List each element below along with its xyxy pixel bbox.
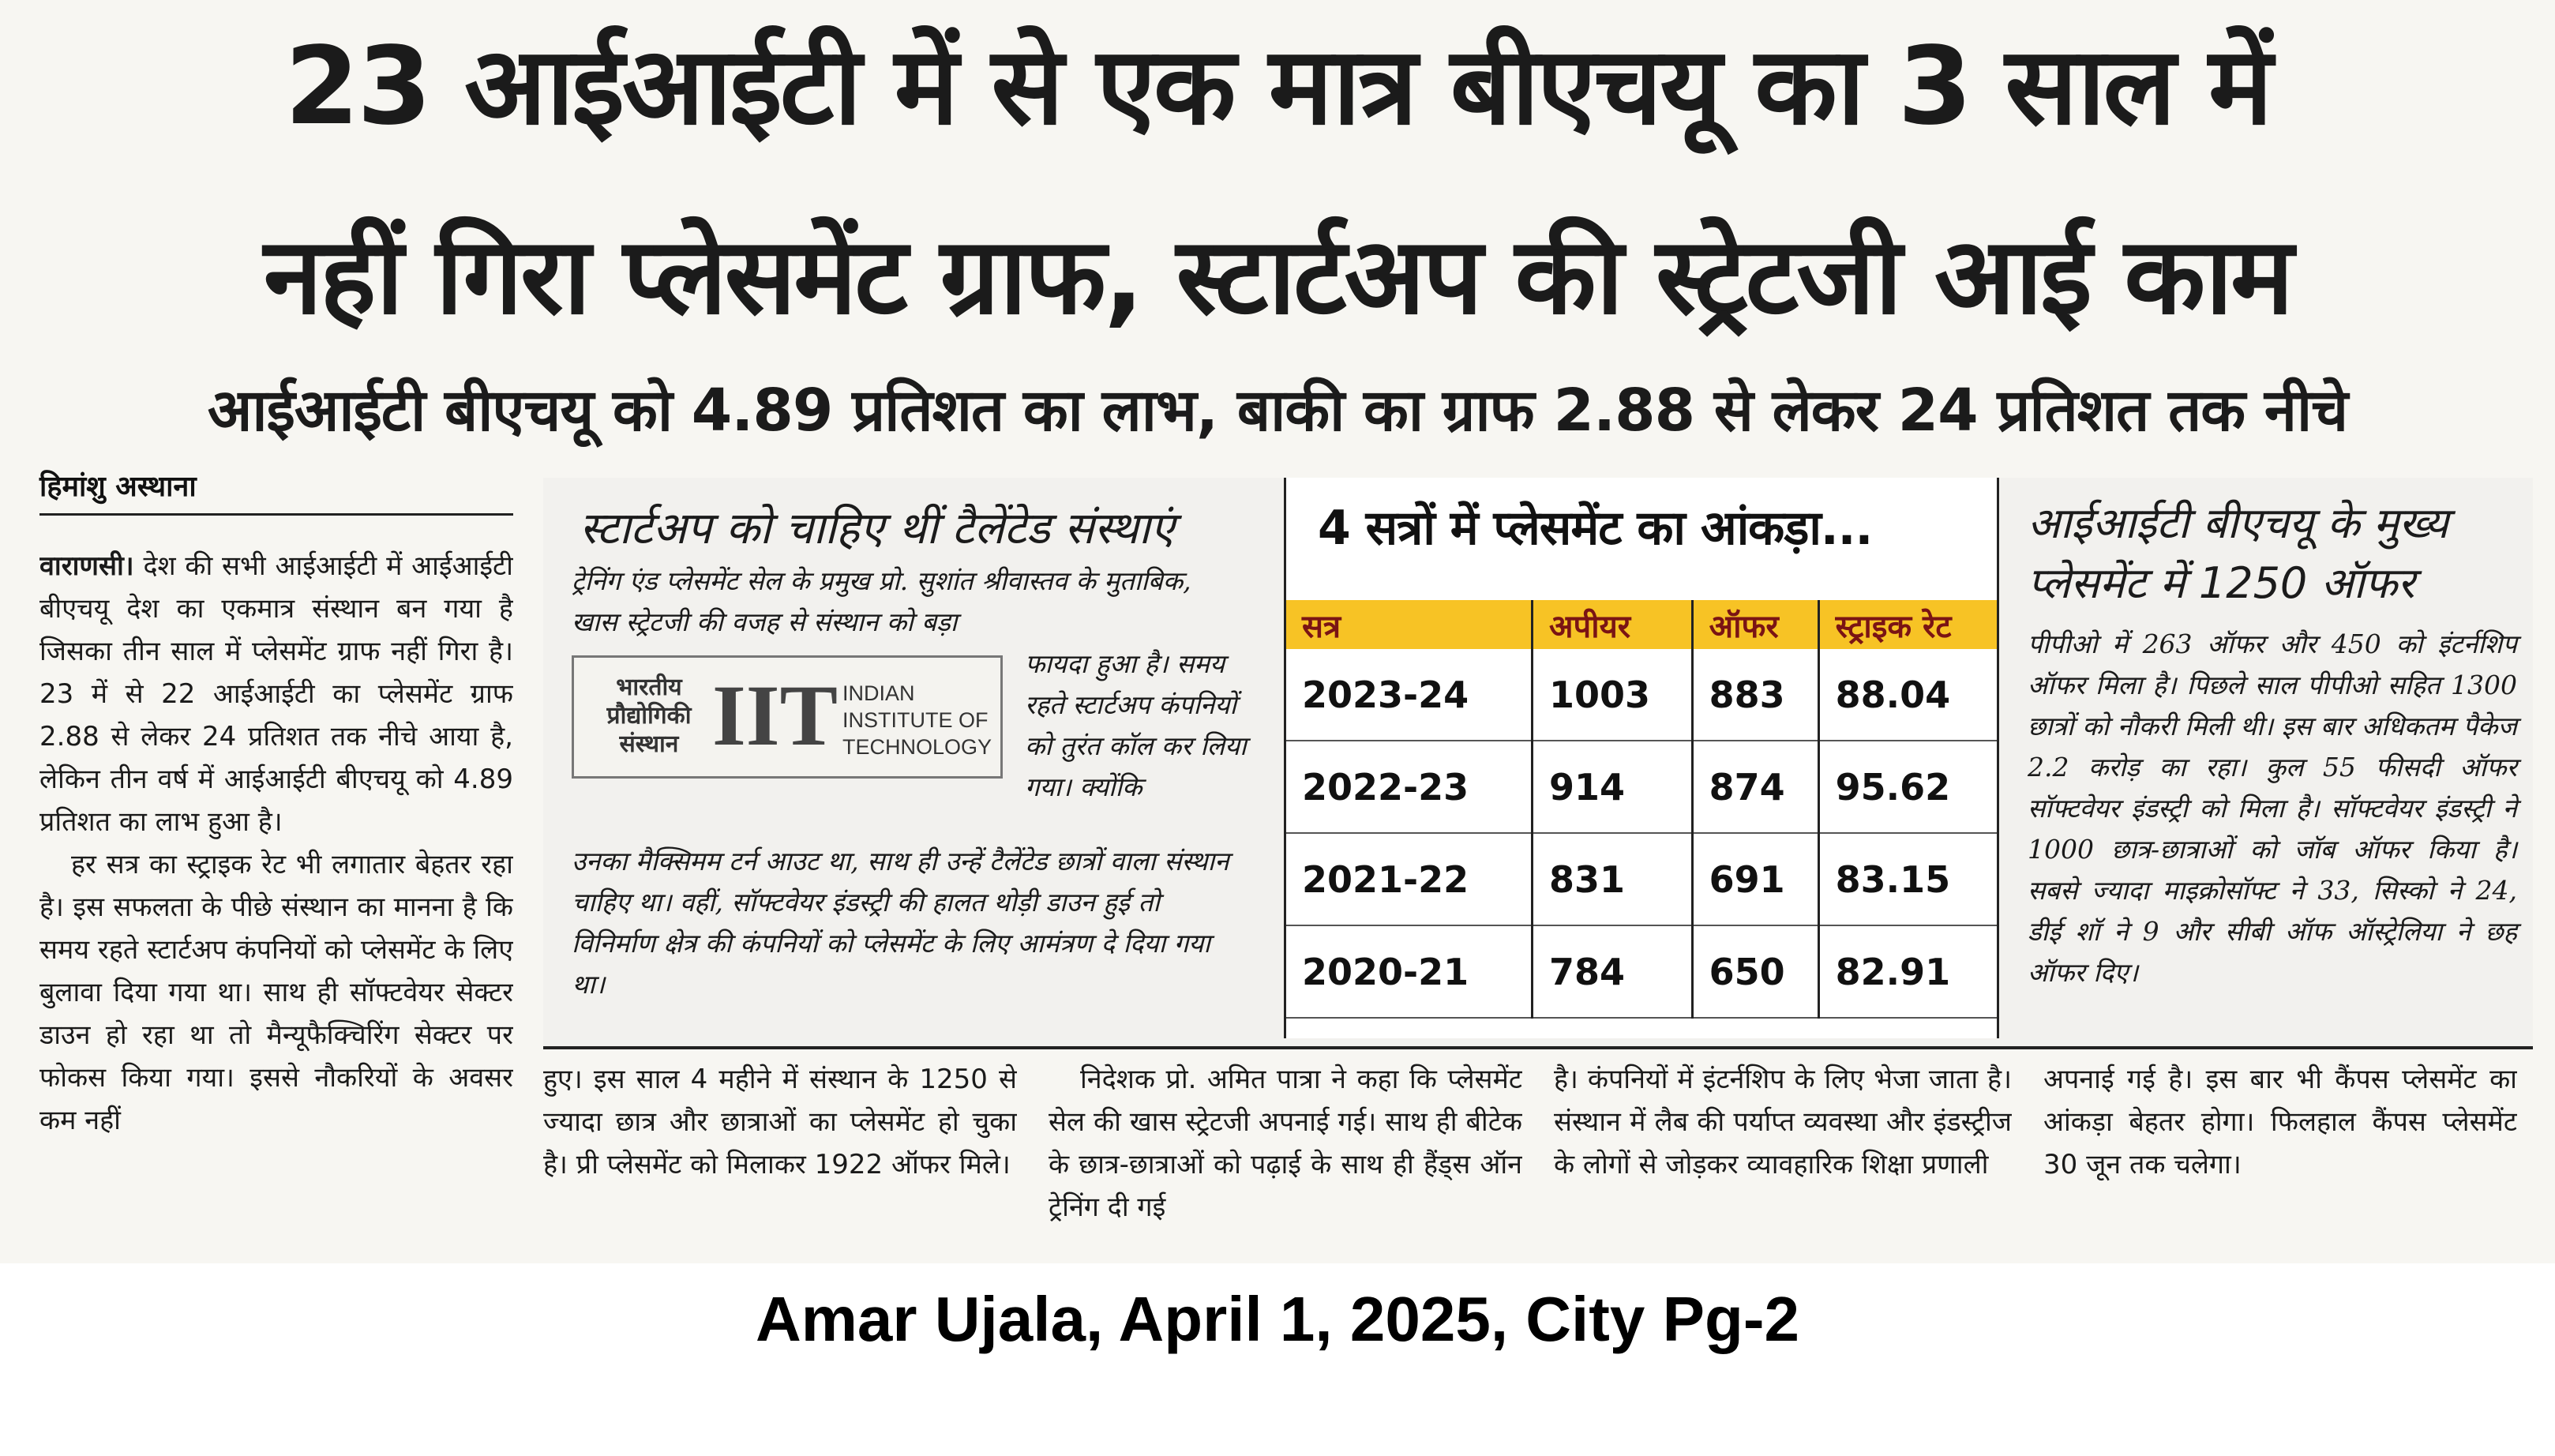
- table-cell: 831: [1532, 833, 1692, 925]
- info-panel: [543, 478, 2533, 1049]
- bottom-column-3: है। कंपनियों में इंटर्नशिप के लिए भेजा जाता है। संस्थान में लैब की पर्याप्त व्यवस्था और इंडस्ट्रीज के लोगों से जोड़कर व्यावहारिक शिक्षा प्रणाली: [1554, 1064, 2012, 1180]
- table-cell: 914: [1532, 741, 1692, 833]
- startup-box-text-side: फायदा हुआ है। समय रहते स्टार्टअप कंपनियों को तुरंत कॉल कर लिया गया। क्योंकि: [1025, 648, 1247, 802]
- table-cell: 650: [1692, 925, 1818, 1018]
- table-cell: 2021-22: [1286, 833, 1532, 925]
- column-header: स्ट्राइक रेट: [1818, 600, 1997, 649]
- logo-hindi-text: भारतीय प्रौद्योगिकी संस्थान: [606, 674, 692, 758]
- table-cell: 2023-24: [1286, 649, 1532, 741]
- column-header: अपीयर: [1532, 600, 1692, 649]
- table-cell: 784: [1532, 925, 1692, 1018]
- table-row: [1286, 833, 1997, 925]
- headline-line-2: नहीं गिरा प्लेसमेंट ग्राफ, स्टार्टअप की स्ट्रेटजी आई काम: [263, 215, 2292, 338]
- offers-box-title: आईआईटी बीएचयू के मुख्य प्लेसमेंट में 1250 ऑफर: [2028, 498, 2449, 608]
- table-cell: 883: [1692, 649, 1818, 741]
- column-header: सत्र: [1286, 600, 1532, 649]
- offers-box: [2012, 478, 2525, 1038]
- offers-box-text: पीपीओ में 263 ऑफर और 450 को इंटर्नशिप ऑफर मिला है। पिछले साल पीपीओ सहित 1300 छात्रों को नौकरी मिली थी। इस बार अधिकतम पैकेज 2.2 करोड़ का रहा। कुल 55 फीसदी ऑफर सॉफ्टवेयर इंडस्ट्री को मिला है। सॉफ्टवेयर इंडस्ट्री ने 1000 छात्र-छात्राओं को जॉब ऑफर किया है। सबसे ज्यादा माइक्रोसॉफ्ट ने 33, सिस्को ने 24, डीई शॉ ने 9 और सीबी ऑफ ऑस्ट्रेलिया ने छह ऑफर दिए।: [2028, 629, 2517, 988]
- placement-table: [1286, 600, 1997, 1019]
- startup-box-text-top: ट्रेनिंग एंड प्लेसमेंट सेल के प्रमुख प्रो. सुशांत श्रीवास्तव के मुताबिक, खास स्ट्रेटजी की वजह से संस्थान को बड़ा: [572, 565, 1191, 637]
- table-row: [1286, 925, 1997, 1018]
- table-cell: 2020-21: [1286, 925, 1532, 1018]
- table-row: [1286, 649, 1997, 741]
- table-cell: 1003: [1532, 649, 1692, 741]
- source-caption: Amar Ujala, April 1, 2025, City Pg-2: [756, 1284, 1799, 1354]
- table-cell: 82.91: [1818, 925, 1997, 1018]
- subheadline: आईआईटी बीएचयू को 4.89 प्रतिशत का लाभ, बाकी का ग्राफ 2.88 से लेकर 24 प्रतिशत तक नीचे: [207, 377, 2348, 445]
- left-column-para-2: हर सत्र का स्ट्राइक रेट भी लगातार बेहतर रहा है। इस सफलता के पीछे संस्थान का मानना है कि समय रहते स्टार्टअप कंपनियों को प्लेसमेंट के लिए बुलावा दिया गया था। साथ ही सॉफ्टवेयर सेक्टर डाउन हो रहा था तो मैन्यूफैक्चिरिंग सेक्टर पर फोकस किया गया। इससे नौकरियों के अवसर कम नहीं: [39, 849, 513, 1136]
- table-cell: 88.04: [1818, 649, 1997, 741]
- table-cell: 874: [1692, 741, 1818, 833]
- logo-english-text: INDIAN INSTITUTE OF TECHNOLOGY: [842, 681, 992, 759]
- startup-box-text-bottom: उनका मैक्सिमम टर्न आउट था, साथ ही उन्हें टैलेंटेड छात्रों वाला संस्थान चाहिए था। वहीं, सॉफ्टवेयर इंडस्ट्री की हालत थोड़ी डाउन हुई तो विनिर्माण क्षेत्र की कंपनियों को प्लेसमेंट के लिए आमंत्रण दे दिया गया था।: [572, 846, 1229, 1000]
- byline: हिमांशु अस्थाना: [39, 471, 197, 503]
- table-cell: 83.15: [1818, 833, 1997, 925]
- startup-box: [543, 478, 1270, 1038]
- table-cell: 691: [1692, 833, 1818, 925]
- left-column-para-1: वाराणसी। देश की सभी आईआईटी में आईआईटी बीएचयू देश का एकमात्र संस्थान बन गया है जिसका तीन साल में प्लेसमेंट ग्राफ नहीं गिरा है। 23 में से 22 आईआईटी का प्लेसमेंट ग्राफ 2.88 से लेकर 24 प्रतिशत तक नीचे आया है, लेकिन तीन वर्ष में आईआईटी बीएचयू को 4.89 प्रतिशत का लाभ हुआ है।: [39, 550, 513, 838]
- startup-box-title: स्टार्टअप को चाहिए थीं टैलेंटेड संस्थाएं: [580, 503, 1175, 554]
- bottom-column-4: अपनाई गई है। इस बार भी कैंपस प्लेसमेंट का आंकड़ा बेहतर होगा। फिलहाल कैंपस प्लेसमेंट 30 जून तक चलेगा।: [2043, 1064, 2517, 1180]
- dateline: वाराणसी।: [39, 550, 134, 582]
- table-cell: 2022-23: [1286, 741, 1532, 833]
- bottom-column-2: निदेशक प्रो. अमित पात्रा ने कहा कि प्लेसमेंट सेल की खास स्ट्रेटजी अपनाई गई। साथ ही बीटेक के छात्र-छात्राओं को पढ़ाई के साथ ही हैंड्स ऑन ट्रेनिंग दी गई: [1049, 1064, 1522, 1223]
- table-row: [1286, 741, 1997, 833]
- byline-rule: [39, 513, 513, 516]
- bottom-column-1: हुए। इस साल 4 महीने में संस्थान के 1250 से ज्यादा छात्र और छात्राओं का प्लेसमेंट हो चुका है। प्री प्लेसमेंट को मिलाकर 1922 ऑफर मिले।: [543, 1064, 1017, 1180]
- left-column: [39, 545, 513, 1255]
- iit-bhu-logo: [572, 655, 1003, 779]
- placement-table-box: [1284, 478, 1999, 1038]
- logo-mark: IIT: [712, 667, 838, 764]
- headline-line-1: 23 आईआईटी में से एक मात्र बीएचयू का 3 साल में: [284, 24, 2271, 149]
- column-header: ऑफर: [1692, 600, 1818, 649]
- table-cell: 95.62: [1818, 741, 1997, 833]
- table-header-row: [1286, 600, 1997, 649]
- table-title: 4 सत्रों में प्लेसमेंट का आंकड़ा...: [1318, 501, 1873, 556]
